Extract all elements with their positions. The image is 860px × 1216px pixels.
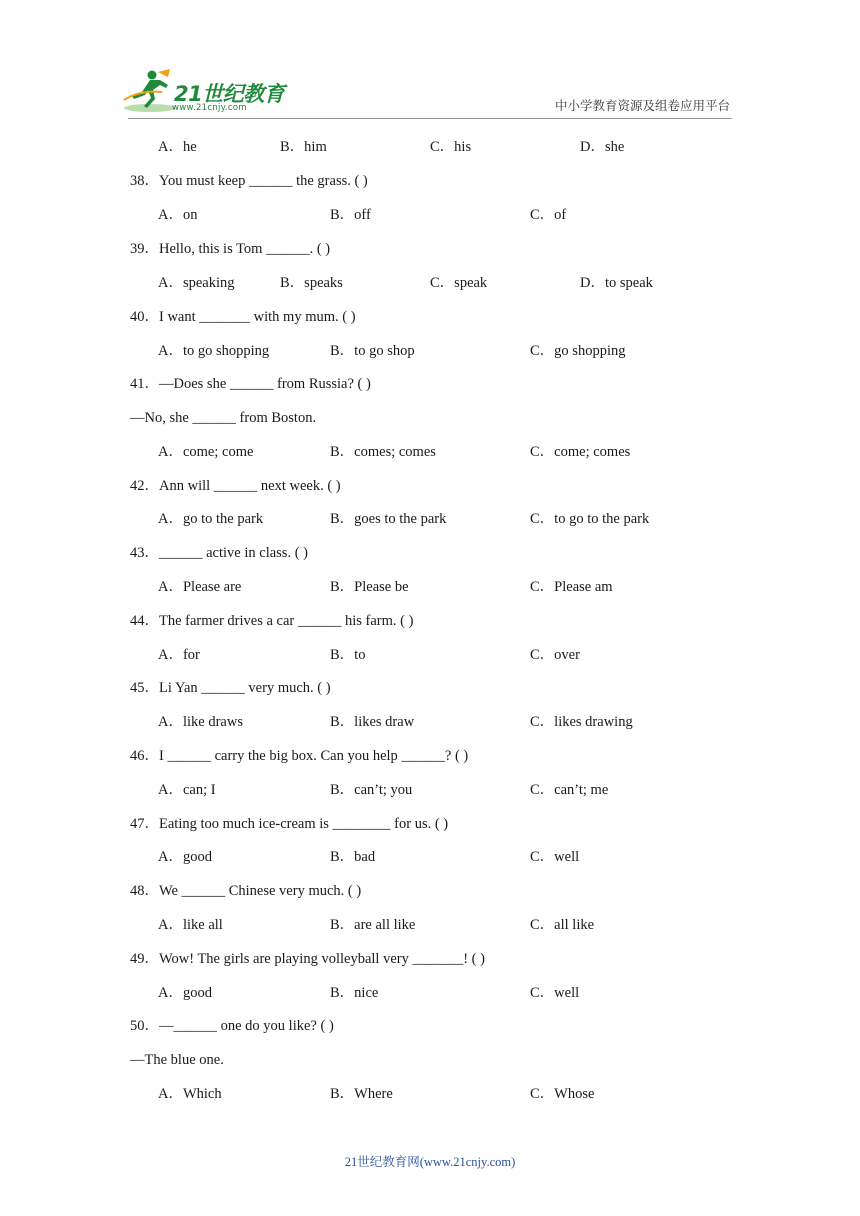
options-48	[0, 915, 860, 935]
logo-url: www.21cnjy.com	[172, 103, 247, 113]
option-b[interactable]: B．are all like	[330, 917, 416, 933]
option-c[interactable]: C．likes drawing	[530, 714, 633, 730]
option-b[interactable]: B．nice	[330, 985, 379, 1001]
options-49	[0, 983, 860, 1003]
question-45: 45．Li Yan ______ very much. ( )	[130, 680, 331, 696]
options-44	[0, 645, 860, 665]
options-45	[0, 712, 860, 732]
option-c[interactable]: C．can’t; me	[530, 782, 609, 798]
question-41-sub: —No, she ______ from Boston.	[130, 410, 317, 426]
option-a[interactable]: A．Which	[158, 1086, 222, 1102]
option-a[interactable]: A．go to the park	[158, 511, 264, 527]
options-43	[0, 577, 860, 597]
option-a[interactable]: A．he	[158, 139, 197, 155]
question-41: 41．—Does she ______ from Russia? ( )	[130, 376, 371, 392]
option-a[interactable]: A．can; I	[158, 782, 216, 798]
option-b[interactable]: B．can’t; you	[330, 782, 413, 798]
options-40	[0, 341, 860, 361]
option-a[interactable]: A．speaking	[158, 275, 235, 291]
option-c[interactable]: C．Please am	[530, 579, 613, 595]
option-c[interactable]: C．go shopping	[530, 343, 626, 359]
top-options-row	[0, 137, 860, 157]
option-a[interactable]: A．good	[158, 849, 212, 865]
option-a[interactable]: A．like all	[158, 917, 223, 933]
question-50: 50．—______ one do you like? ( )	[130, 1018, 334, 1034]
logo-title: 21世纪教育	[174, 82, 285, 106]
options-46	[0, 780, 860, 800]
option-b[interactable]: B．speaks	[280, 275, 343, 291]
question-39: 39．Hello, this is Tom ______. ( )	[130, 241, 331, 257]
option-b[interactable]: B．goes to the park	[330, 511, 447, 527]
question-40: 40．I want _______ with my mum. ( )	[130, 309, 356, 325]
page-footer: 21世纪教育网(www.21cnjy.com)	[344, 1155, 516, 1169]
option-c[interactable]: C．over	[530, 647, 580, 663]
question-38: 38．You must keep ______ the grass. ( )	[130, 173, 368, 189]
option-b[interactable]: B．bad	[330, 849, 376, 865]
option-b[interactable]: B．to	[330, 647, 366, 663]
option-b[interactable]: B．Please be	[330, 579, 409, 595]
question-47: 47．Eating too much ice-cream is ________ for us. ( )	[130, 816, 449, 832]
question-42: 42．Ann will ______ next week. ( )	[130, 478, 341, 494]
option-a[interactable]: A．on	[158, 207, 198, 223]
option-a[interactable]: A．like draws	[158, 714, 243, 730]
option-c[interactable]: C．to go to the park	[530, 511, 650, 527]
options-47	[0, 847, 860, 867]
option-a[interactable]: A．come; come	[158, 444, 254, 460]
page-header	[0, 0, 860, 122]
option-a[interactable]: A．to go shopping	[158, 343, 270, 359]
option-b[interactable]: B．off	[330, 207, 371, 223]
runner-logo-icon	[120, 68, 176, 114]
question-50-sub: —The blue one.	[130, 1052, 224, 1068]
logo	[120, 68, 295, 116]
option-c[interactable]: C．his	[430, 139, 472, 155]
option-c[interactable]: C．come; comes	[530, 444, 631, 460]
question-49: 49．Wow! The girls are playing volleyball very _______! ( )	[130, 951, 485, 967]
options-41	[0, 442, 860, 462]
option-c[interactable]: C．of	[530, 207, 567, 223]
option-d[interactable]: D．she	[580, 139, 625, 155]
question-44: 44．The farmer drives a car ______ his farm. ( )	[130, 613, 414, 629]
option-d[interactable]: D．to speak	[580, 275, 653, 291]
options-39	[0, 273, 860, 293]
options-50	[0, 1084, 860, 1104]
option-b[interactable]: B．Where	[330, 1086, 393, 1102]
option-a[interactable]: A．Please are	[158, 579, 242, 595]
option-c[interactable]: C．speak	[430, 275, 488, 291]
question-48: 48．We ______ Chinese very much. ( )	[130, 883, 362, 899]
platform-label: 中小学教育资源及组卷应用平台	[554, 98, 730, 113]
option-b[interactable]: B．comes; comes	[330, 444, 436, 460]
option-b[interactable]: B．him	[280, 139, 327, 155]
option-a[interactable]: A．for	[158, 647, 200, 663]
option-c[interactable]: C．Whose	[530, 1086, 595, 1102]
option-b[interactable]: B．to go shop	[330, 343, 415, 359]
option-c[interactable]: C．well	[530, 985, 580, 1001]
question-46: 46．I ______ carry the big box. Can you help ______? ( )	[130, 748, 469, 764]
options-42	[0, 509, 860, 529]
question-43: 43．______ active in class. ( )	[130, 545, 308, 561]
option-b[interactable]: B．likes draw	[330, 714, 415, 730]
option-a[interactable]: A．good	[158, 985, 212, 1001]
header-divider	[128, 118, 732, 119]
options-38	[0, 205, 860, 225]
option-c[interactable]: C．well	[530, 849, 580, 865]
option-c[interactable]: C．all like	[530, 917, 595, 933]
